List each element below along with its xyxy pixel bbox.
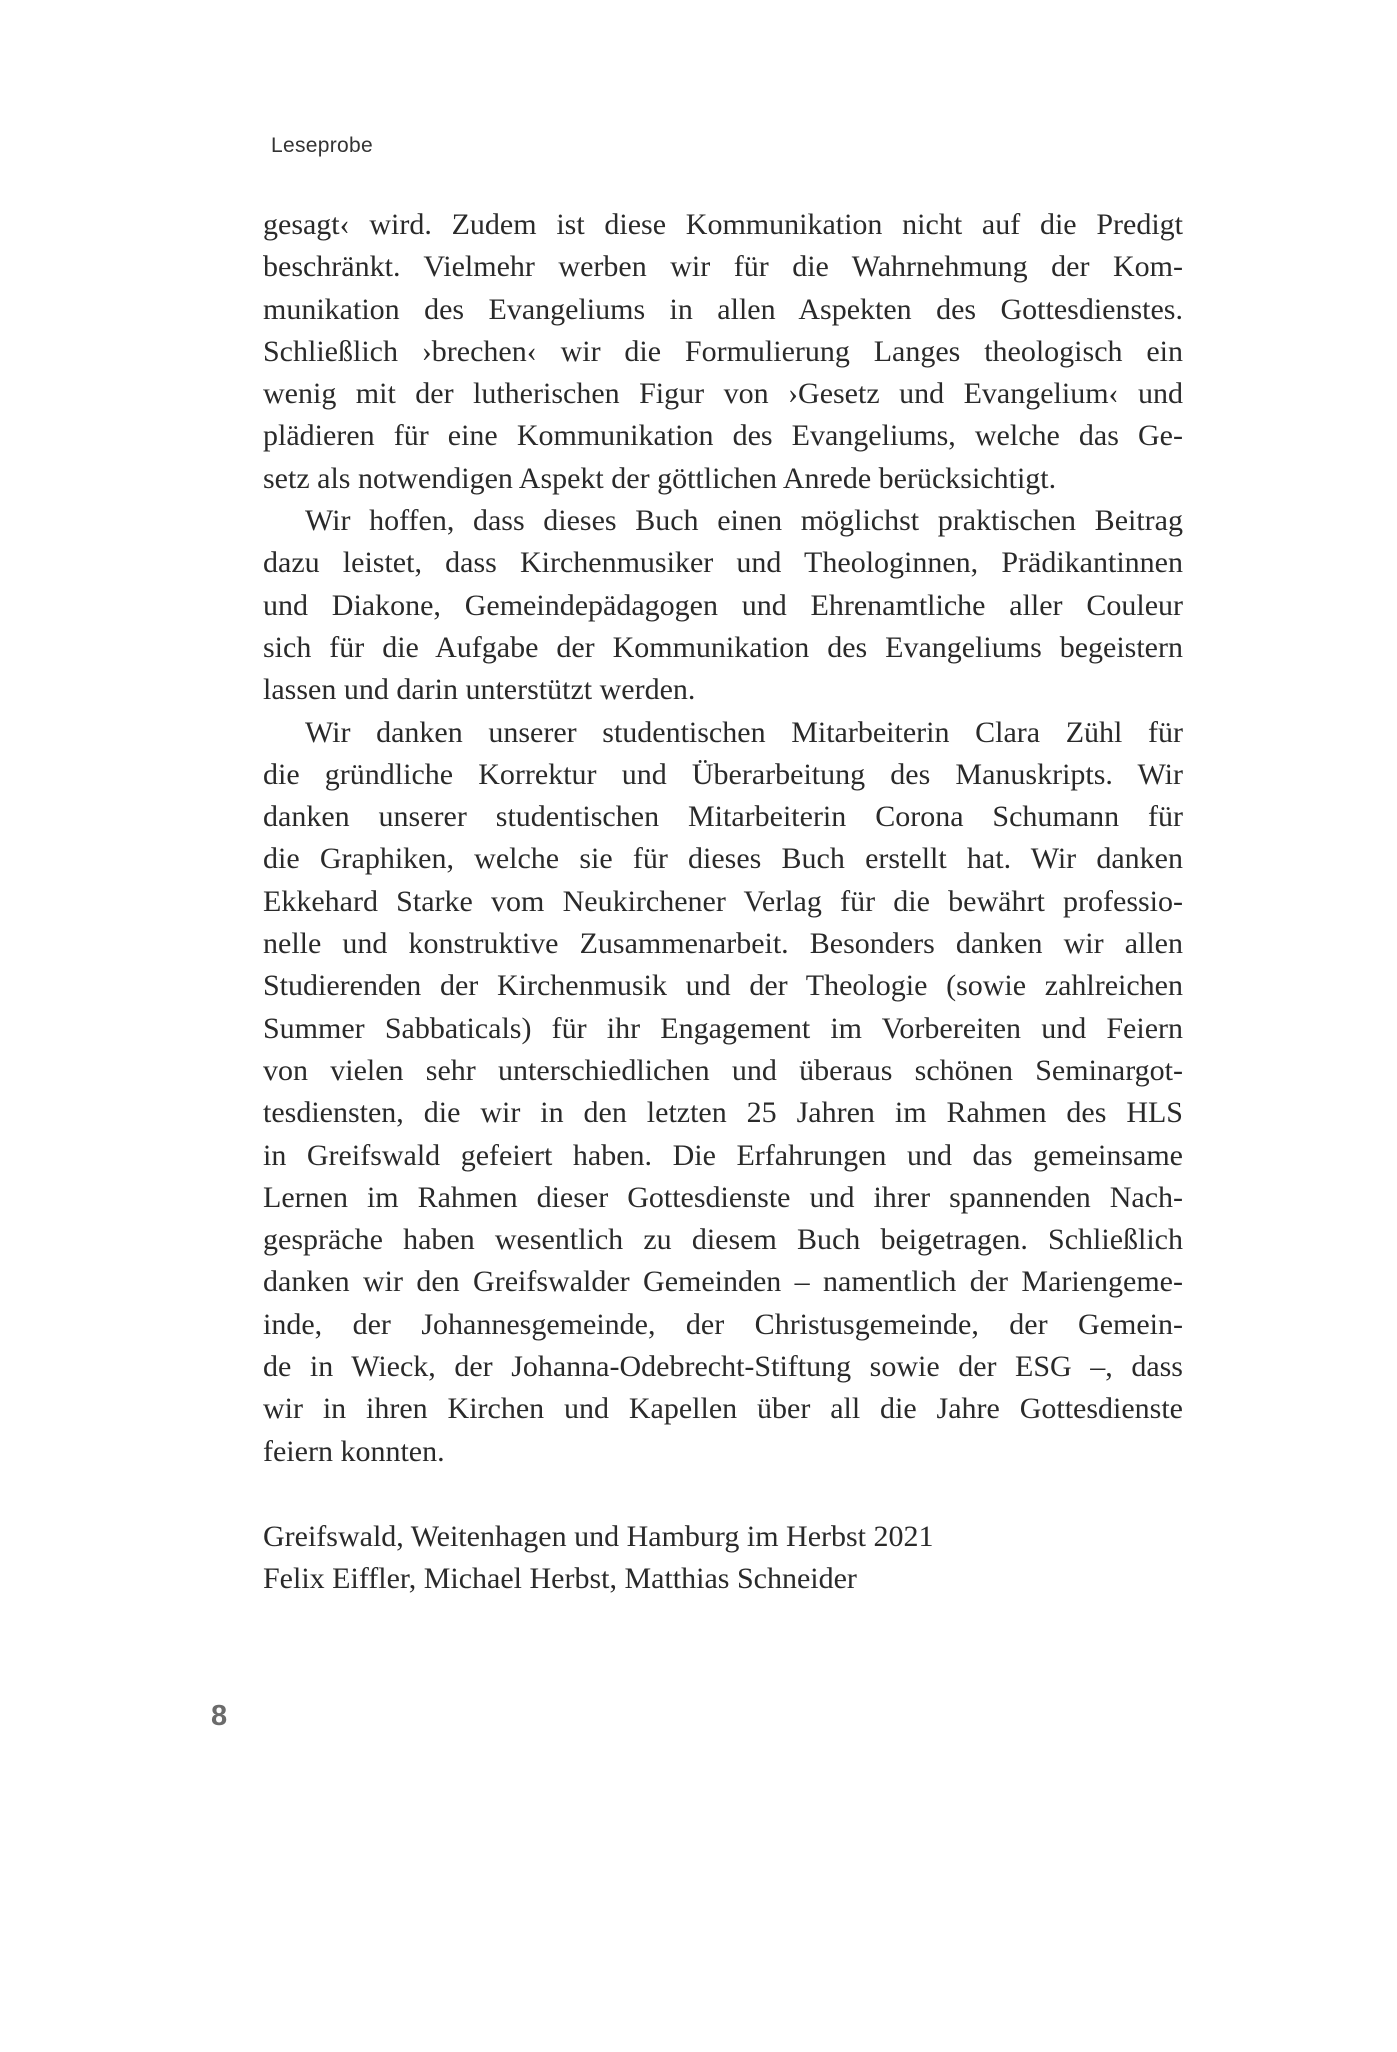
text-line: beschränkt. Vielmehr werben wir für die Wahrnehmung der Kom-: [263, 250, 1183, 284]
text-line: plädieren für eine Kommunikation des Evangeliums, welche das Ge-: [263, 419, 1183, 453]
text-line: Lernen im Rahmen dieser Gottesdienste und ihrer spannenden Nach-: [263, 1180, 1183, 1214]
text-line: de in Wieck, der Johanna-Odebrecht-Stiftung sowie der ESG –, dass: [263, 1350, 1183, 1384]
text-line: dazu leistet, dass Kirchenmusiker und Theologinnen, Prädikantinnen: [263, 546, 1183, 580]
text-line: Ekkehard Starke vom Neukirchener Verlag für die bewährt professio-: [263, 884, 1183, 918]
signature-block: [263, 1516, 1183, 1601]
text-line: Wir danken unserer studentischen Mitarbeiterin Clara Zühl für: [305, 715, 1183, 749]
paragraph-2: [263, 500, 1183, 711]
text-line: sich für die Aufgabe der Kommunikation des Evangeliums begeistern: [263, 630, 1183, 664]
text-line: munikation des Evangeliums in allen Aspekten des Gottesdienstes.: [263, 292, 1183, 326]
text-line: von vielen sehr unterschiedlichen und überaus schönen Seminargot-: [263, 1053, 1183, 1087]
text-line: in Greifswald gefeiert haben. Die Erfahrungen und das gemeinsame: [263, 1138, 1183, 1172]
text-line: und Diakone, Gemeindepädagogen und Ehrenamtliche aller Couleur: [263, 588, 1183, 622]
text-line: inde, der Johannesgemeinde, der Christusgemeinde, der Gemein-: [263, 1307, 1183, 1341]
text-line: nelle und konstruktive Zusammenarbeit. Besonders danken wir allen: [263, 927, 1183, 961]
text-line: die gründliche Korrektur und Überarbeitung des Manuskripts. Wir: [263, 757, 1183, 791]
text-line: gespräche haben wesentlich zu diesem Buch beigetragen. Schließlich: [263, 1223, 1183, 1257]
text-line: Summer Sabbaticals) für ihr Engagement im Vorbereiten und Feiern: [263, 1011, 1183, 1045]
authors: Felix Eiffler, Michael Herbst, Matthias Schneider: [263, 1562, 857, 1596]
text-line: gesagt‹ wird. Zudem ist diese Kommunikation nicht auf die Predigt: [263, 208, 1183, 241]
text-line: danken unserer studentischen Mitarbeiterin Corona Schumann für: [263, 800, 1183, 834]
body-text: [263, 204, 1183, 1601]
paragraph-3: [263, 712, 1183, 1473]
text-line: danken wir den Greifswalder Gemeinden – namentlich der Mariengeme-: [263, 1265, 1183, 1299]
place-date: Greifswald, Weitenhagen und Hamburg im Herbst 2021: [263, 1519, 934, 1553]
text-line: die Graphiken, welche sie für dieses Buch erstellt hat. Wir danken: [263, 842, 1183, 876]
running-header: Leseprobe: [271, 134, 373, 157]
text-line: Studierenden der Kirchenmusik und der Theologie (sowie zahlreichen: [263, 969, 1183, 1003]
page-number: 8: [211, 1700, 228, 1732]
text-line: wir in ihren Kirchen und Kapellen über all die Jahre Gottesdienste: [263, 1392, 1183, 1426]
text-line: Schließlich ›brechen‹ wir die Formulierung Langes theologisch ein: [263, 334, 1183, 368]
text-line: Wir hoffen, dass dieses Buch einen möglichst praktischen Beitrag: [305, 504, 1183, 538]
text-line: tesdiensten, die wir in den letzten 25 Jahren im Rahmen des HLS: [263, 1096, 1183, 1130]
text-line: feiern konnten.: [263, 1434, 445, 1468]
paragraph-1: [263, 204, 1183, 500]
text-line: lassen und darin unterstützt werden.: [263, 673, 696, 707]
text-line: wenig mit der lutherischen Figur von ›Gesetz und Evangelium‹ und: [263, 377, 1183, 411]
text-line: setz als notwendigen Aspekt der göttlichen Anrede berücksichtigt.: [263, 461, 1057, 495]
